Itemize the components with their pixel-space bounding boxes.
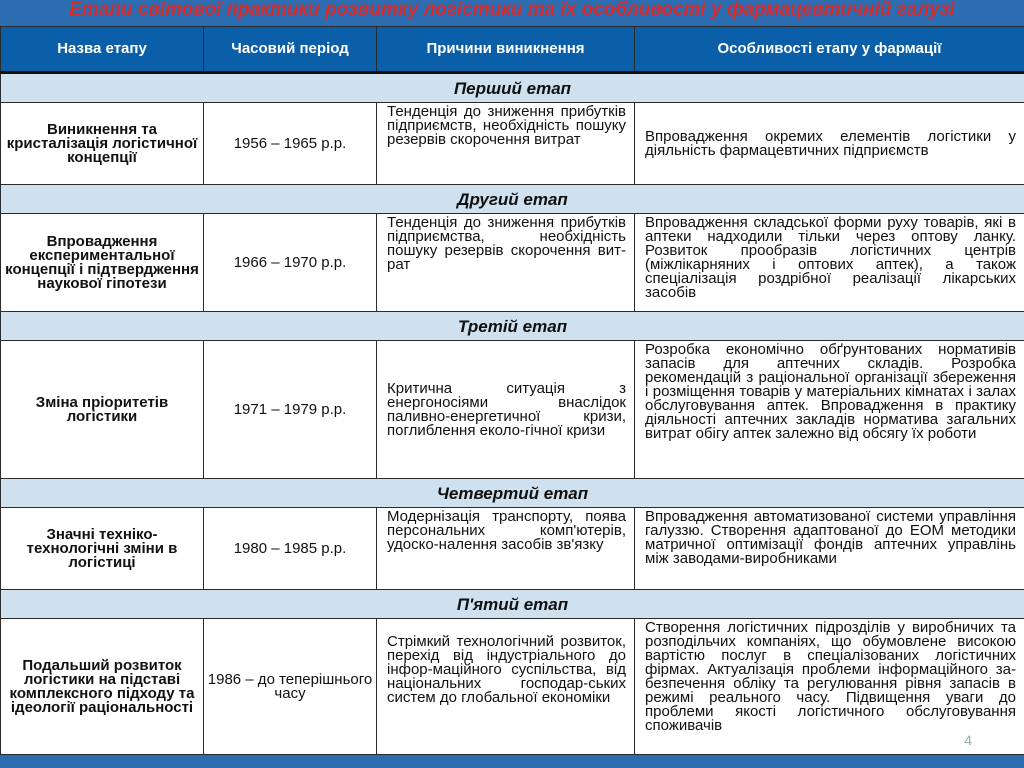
header-period: Часовий період (204, 27, 377, 73)
stage-period: 1986 – до теперішнього часу (204, 619, 377, 755)
header-features: Особливості етапу у фармації (635, 27, 1024, 73)
stage-label: П'ятий етап (1, 590, 1024, 619)
stage-name: Значні техніко-технологічні зміни в логістиці (1, 508, 204, 590)
stages-table (0, 26, 1024, 755)
stage-causes: Модернізація транспорту, поява персональних комп'ютерів, удоско-налення засобів зв'язку (377, 508, 635, 590)
stage-label: Третій етап (1, 312, 1024, 341)
slide-title: Етапи світової практики розвитку логістики та їх особливості у фармацевтичній галузі (69, 0, 955, 20)
stage-header-row (1, 185, 1024, 214)
stage-causes: Критична ситуація з енергоносіями внаслідок паливно-енергетичної кризи, поглиблення еколо-гічної кризи (377, 341, 635, 479)
stage-period: 1980 – 1985 р.р. (204, 508, 377, 590)
stage-header-row (1, 590, 1024, 619)
stage-features: Впровадження окремих елементів логістики у діяльність фармацевтичних підприємств (635, 103, 1024, 185)
stage-features: Впровадження складської форми руху товарів, які в аптеки надходили тільки через оптову ланку. Розвиток прообразів логістичних центрів (міжлікарняних і оптових аптек), а також спеціалізація роздрібної реалізації лікарських засобів (635, 214, 1024, 312)
table-row (1, 508, 1024, 590)
stage-label: Другий етап (1, 185, 1024, 214)
table-row (1, 341, 1024, 479)
stage-label: Четвертий етап (1, 479, 1024, 508)
stage-header-row (1, 73, 1024, 103)
stage-header-row (1, 479, 1024, 508)
stage-features: Розробка економічно обґрунтованих нормативів запасів для аптечних складів. Розробка рекомендацій з раціональної організації збереження і розміщення товарів у матеріальних кімнатах і залах обслуговування аптек. Впровадження в практику діяльності аптечних закладів норматива загальних витрат обігу аптек залежно від обсягу їх роботи (635, 341, 1024, 479)
table-row (1, 214, 1024, 312)
table-row (1, 103, 1024, 185)
page-number: 4 (964, 732, 972, 748)
header-causes: Причини виникнення (377, 27, 635, 73)
stage-causes: Тенденція до зниження прибутків підприємства, необхідність пошуку резервів скорочення вит-рат (377, 214, 635, 312)
table-header-row (1, 27, 1024, 73)
stage-name: Подальший розвиток логістики на підставі комплексного підходу та ідеології раціональності (1, 619, 204, 755)
stage-period: 1956 – 1965 р.р. (204, 103, 377, 185)
stage-period: 1971 – 1979 р.р. (204, 341, 377, 479)
stage-label: Перший етап (1, 73, 1024, 103)
stage-causes: Тенденція до зниження прибутків підприємств, необхідність пошуку резервів скорочення витрат (377, 103, 635, 185)
table-row (1, 619, 1024, 755)
header-name: Назва етапу (1, 27, 204, 73)
stage-name: Впровадження експериментальної концепції і підтвердження наукової гіпотези (1, 214, 204, 312)
stage-features: Створення логістичних підрозділів у виробничих та розподільчих компаніях, що обумовлене високою вартістю послуг в спеціалізованих логістичних фірмах. Актуалізація проблеми інформаційного за-безпечення обліку та регулювання рівня запасів в режимі реального часу. Підвищення уваги до проблеми якості логістичного обслуговування споживачів (635, 619, 1024, 755)
stage-header-row (1, 312, 1024, 341)
stage-causes: Стрімкий технологічний розвиток, перехід від індустріального до інфор-маційного суспільства, від національних господар-ських систем до глобальної економіки (377, 619, 635, 755)
stage-period: 1966 – 1970 р.р. (204, 214, 377, 312)
stage-name: Виникнення та кристалізація логістичної концепції (1, 103, 204, 185)
stage-features: Впровадження автоматизованої системи управління галуззю. Створення адаптованої до ЕОМ методики матричної оптимізації фондів аптечних управлінь між заводами-виробниками (635, 508, 1024, 590)
stage-name: Зміна пріоритетів логістики (1, 341, 204, 479)
